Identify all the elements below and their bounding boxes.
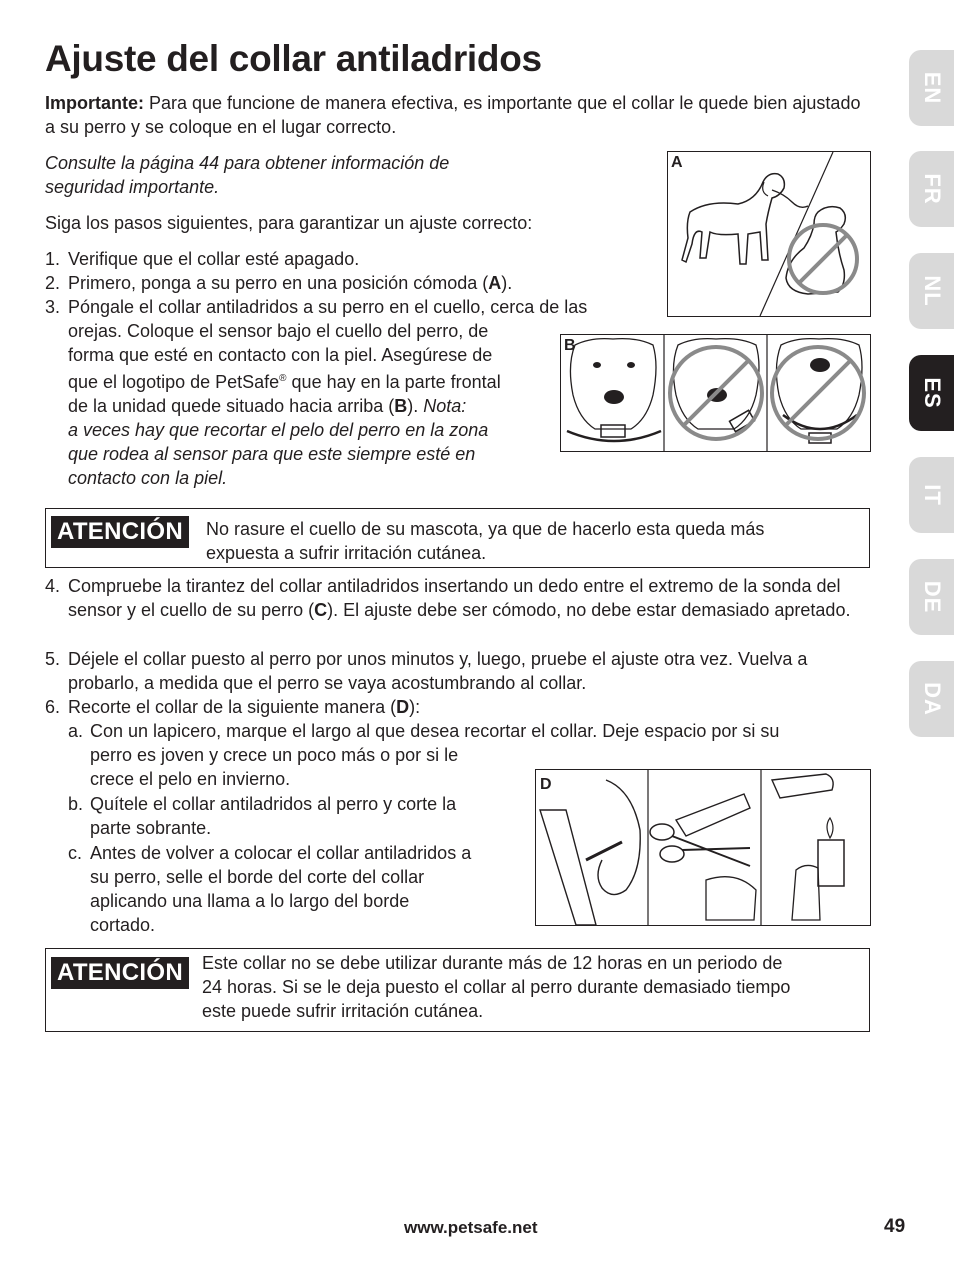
intro-paragraph bbox=[45, 91, 865, 139]
step-text: Compruebe la tirantez del collar antiladridos insertando un dedo entre el extremo de la sonda del sensor y el cuello de su perro ( bbox=[68, 576, 841, 620]
substep-line: Quítele el collar antiladridos al perro y corte la bbox=[90, 794, 457, 814]
step-text: Primero, ponga a su perro en una posición cómoda ( bbox=[68, 273, 489, 293]
warning-text bbox=[206, 517, 764, 565]
warning-line: 24 horas. Si se le deja puesto el collar al perro durante demasiado tiempo bbox=[202, 977, 791, 997]
figure-a bbox=[667, 151, 871, 317]
tab-fr[interactable] bbox=[909, 151, 954, 227]
step-text: ). El ajuste debe ser cómodo, no debe estar demasiado apretado. bbox=[327, 600, 851, 620]
safety-note: Consulte la página 44 para obtener información de seguridad importante. bbox=[45, 153, 450, 197]
tab-label: IT bbox=[919, 484, 945, 506]
tab-label: DA bbox=[919, 682, 945, 716]
substep-line: Antes de volver a colocar el collar antiladridos a bbox=[90, 843, 472, 863]
warning-box-duration bbox=[45, 948, 870, 1032]
step-number: 3. bbox=[45, 297, 61, 317]
step-line: de la unidad quede situado hacia arriba ( bbox=[68, 396, 395, 416]
step-2 bbox=[45, 271, 645, 295]
steps-intro: Siga los pasos siguientes, para garantizar un ajuste correcto: bbox=[45, 213, 533, 233]
figure-ref: A bbox=[488, 273, 502, 293]
warning-text bbox=[202, 951, 790, 1023]
tab-de[interactable] bbox=[909, 559, 954, 635]
step-number: 4. bbox=[45, 576, 61, 596]
substep-line: parte sobrante. bbox=[90, 818, 212, 838]
page-title: Ajuste del collar antiladridos bbox=[45, 38, 542, 79]
warning-box-shaving bbox=[45, 508, 870, 568]
tab-label: ES bbox=[919, 377, 945, 409]
substep-line: crece el pelo en invierno. bbox=[90, 769, 291, 789]
figure-b bbox=[560, 334, 871, 452]
step-6 bbox=[45, 695, 875, 719]
step-number: 5. bbox=[45, 649, 61, 669]
step-number: 6. bbox=[45, 697, 61, 717]
step-line: que hay en la parte frontal bbox=[286, 372, 501, 392]
warning-line: Este collar no se debe utilizar durante más de 12 horas en un periodo de bbox=[202, 953, 783, 973]
substep-letter: a. bbox=[68, 721, 84, 741]
registered-mark: ® bbox=[279, 373, 287, 384]
figure-ref: D bbox=[396, 697, 410, 717]
collar-trimming-illustration bbox=[536, 770, 870, 925]
step-line: ). bbox=[407, 396, 424, 416]
figure-ref: C bbox=[314, 600, 328, 620]
step-1 bbox=[45, 247, 645, 271]
note-label: Nota: bbox=[423, 396, 467, 416]
substep-line: su perro, selle el borde del corte del collar bbox=[90, 867, 425, 887]
step-text: ): bbox=[409, 697, 421, 717]
step-line: que el logotipo de PetSafe bbox=[68, 372, 280, 392]
tab-label: DE bbox=[919, 580, 945, 614]
intro-label: Importante: bbox=[45, 93, 144, 113]
warning-badge: ATENCIÓN bbox=[51, 957, 189, 989]
step-4 bbox=[45, 574, 875, 622]
note-line: que rodea al sensor para que este siempre esté en bbox=[68, 444, 476, 464]
note-line: a veces hay que recortar el pelo del perro en la zona bbox=[68, 420, 489, 440]
intro-text: Para que funcione de manera efectiva, es importante que el collar le quede bien ajustado a su perro y se coloque en el lugar correcto. bbox=[45, 93, 861, 137]
step-text: ). bbox=[501, 273, 513, 293]
tab-es[interactable] bbox=[909, 355, 954, 431]
tab-label: EN bbox=[919, 71, 945, 105]
tab-da[interactable] bbox=[909, 661, 954, 737]
tab-en[interactable] bbox=[909, 50, 954, 126]
substep-line: perro es joven y crece un poco más o por si le bbox=[90, 745, 459, 765]
tab-label: FR bbox=[919, 173, 945, 205]
step-5 bbox=[45, 647, 875, 695]
substep-letter: c. bbox=[68, 843, 83, 863]
note-line: contacto con la piel. bbox=[68, 468, 228, 488]
substep-line: aplicando una llama a lo largo del borde bbox=[90, 891, 410, 911]
step-number: 1. bbox=[45, 249, 61, 269]
warning-badge: ATENCIÓN bbox=[51, 516, 189, 548]
step-text: Verifique que el collar esté apagado. bbox=[68, 249, 360, 269]
substep-line: cortado. bbox=[90, 915, 156, 935]
warning-line: expuesta a sufrir irritación cutánea. bbox=[206, 543, 487, 563]
substep-letter: b. bbox=[68, 794, 84, 814]
tab-label: NL bbox=[919, 275, 945, 307]
collar-position-illustration bbox=[561, 335, 870, 451]
dog-sitting-illustration bbox=[668, 152, 870, 316]
warning-line: No rasure el cuello de su mascota, ya que de hacerlo esta queda más bbox=[206, 519, 765, 539]
substep-c bbox=[68, 841, 528, 937]
step-line: forma que esté en contacto con la piel. Asegúrese de bbox=[68, 345, 493, 365]
tab-nl[interactable] bbox=[909, 253, 954, 329]
page-number: 49 bbox=[884, 1216, 906, 1237]
step-number: 2. bbox=[45, 273, 61, 293]
figure-label: A bbox=[671, 154, 683, 171]
step-text: Déjele el collar puesto al perro por unos minutos y, luego, pruebe el ajuste otra vez. Vuelva a probarlo, a medida que el perro se vaya acostumbrando al collar. bbox=[68, 649, 808, 693]
step-line: Póngale el collar antiladridos a su perro en el cuello, cerca de las bbox=[68, 297, 588, 317]
substep-line: Con un lapicero, marque el largo al que desea recortar el collar. Deje espacio por si su bbox=[90, 721, 780, 741]
figure-ref: B bbox=[394, 396, 408, 416]
footer-url[interactable]: www.petsafe.net bbox=[404, 1218, 538, 1237]
tab-it[interactable] bbox=[909, 457, 954, 533]
figure-label: D bbox=[540, 776, 552, 793]
step-line: orejas. Coloque el sensor bajo el cuello del perro, de bbox=[68, 321, 489, 341]
substep-b bbox=[68, 792, 528, 840]
warning-line: este puede sufrir irritación cutánea. bbox=[202, 1001, 484, 1021]
step-text: Recorte el collar de la siguiente manera ( bbox=[68, 697, 397, 717]
figure-label: B bbox=[564, 337, 576, 354]
figure-d bbox=[535, 769, 871, 926]
